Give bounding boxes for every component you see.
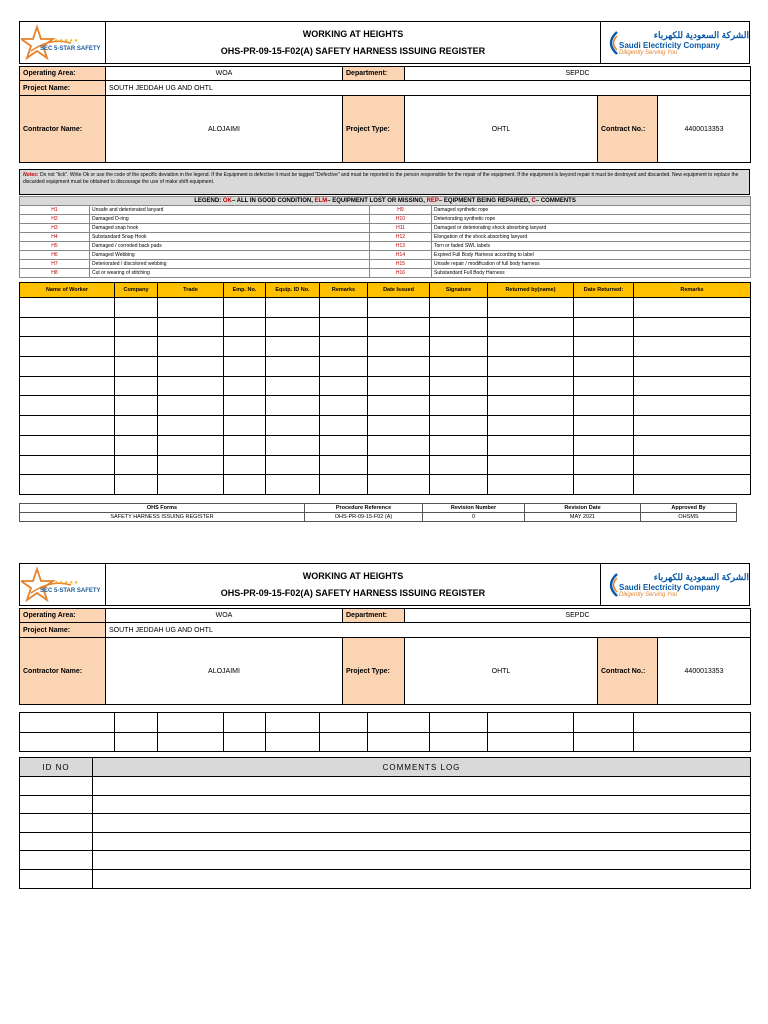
legend-description: Substandard Snap Hook	[90, 233, 370, 242]
legend-row	[20, 224, 751, 233]
register-row	[20, 376, 751, 396]
register-column-header: Signature	[430, 283, 488, 298]
blank-entry-cell[interactable]	[320, 475, 368, 495]
blank-entry-cell[interactable]	[158, 475, 224, 495]
register-row	[20, 732, 751, 752]
blank-entry-cell[interactable]	[574, 475, 634, 495]
legend-row	[20, 251, 751, 260]
blank-entry-cell[interactable]	[574, 337, 634, 357]
legend-description: Deteriorated / discolored webbing	[90, 260, 370, 269]
saudi-electricity-logo: الشركة السعودية للكهرباء Saudi Electricity Company Diligently Serving You	[601, 22, 749, 63]
contract-no-value: 4400013353	[658, 96, 751, 163]
blank-entry-cell[interactable]	[368, 376, 430, 396]
blank-entry-cell[interactable]	[20, 851, 93, 870]
blank-entry-cell[interactable]	[634, 713, 751, 733]
blank-entry-cell[interactable]	[224, 416, 266, 436]
register-row	[20, 357, 751, 377]
blank-entry-cell[interactable]	[266, 357, 320, 377]
legend-description: Unsafe and deteriorated lanyard	[90, 206, 370, 215]
blank-entry-cell[interactable]	[320, 357, 368, 377]
notes-label: Notes:	[23, 172, 39, 178]
blank-entry-cell[interactable]	[368, 357, 430, 377]
blank-entry-cell[interactable]	[158, 713, 224, 733]
blank-entry-cell[interactable]	[488, 713, 574, 733]
blank-entry-cell[interactable]	[20, 795, 93, 814]
sec-arc-icon	[605, 30, 619, 56]
blank-entry-cell[interactable]	[115, 396, 158, 416]
blank-entry-cell[interactable]	[115, 455, 158, 475]
contractor-name-label: Contractor Name:	[20, 96, 106, 163]
register-row	[20, 396, 751, 416]
legend-description: Damaged synthetic rope	[432, 206, 751, 215]
blank-entry-cell[interactable]	[266, 435, 320, 455]
blank-entry-cell[interactable]	[368, 396, 430, 416]
blank-entry-cell[interactable]	[224, 435, 266, 455]
comments-log-row	[20, 795, 751, 814]
footer-header: Approved By	[641, 504, 737, 513]
project-name-value: SOUTH JEDDAH UG AND OHTL	[106, 81, 751, 96]
form-header	[19, 21, 750, 64]
blank-entry-cell[interactable]	[574, 357, 634, 377]
blank-entry-cell[interactable]	[20, 869, 93, 888]
blank-entry-cell[interactable]	[634, 732, 751, 752]
blank-entry-cell[interactable]	[368, 317, 430, 337]
blank-entry-cell[interactable]	[224, 357, 266, 377]
footer-value: OHS-PR-09-15-F02 (A)	[305, 513, 423, 522]
legend-code: H6	[20, 251, 90, 260]
blank-entry-cell[interactable]	[266, 416, 320, 436]
blank-entry-cell[interactable]	[93, 851, 751, 870]
legend-description: Torn or faded SWL labels	[432, 242, 751, 251]
legend-code: H3	[20, 224, 90, 233]
blank-entry-cell[interactable]	[430, 357, 488, 377]
legend-row	[20, 206, 751, 215]
sec-5-star-safety-logo: ★★★★★ SEC 5-STAR SAFETY	[20, 564, 106, 605]
saudi-electricity-logo: الشركة السعودية للكهرباء Saudi Electricity Company Diligently Serving You	[601, 564, 749, 605]
blank-entry-cell[interactable]	[224, 396, 266, 416]
blank-entry-cell[interactable]	[115, 376, 158, 396]
register-column-header: Date Issued	[368, 283, 430, 298]
blank-entry-cell[interactable]	[574, 455, 634, 475]
blank-entry-cell[interactable]	[115, 713, 158, 733]
blank-entry-cell[interactable]	[488, 337, 574, 357]
register-row	[20, 475, 751, 495]
blank-entry-cell[interactable]	[488, 475, 574, 495]
operating-area-value: WOA	[106, 609, 343, 623]
operating-area-value: WOA	[106, 67, 343, 81]
blank-entry-cell[interactable]	[574, 376, 634, 396]
blank-entry-cell[interactable]	[368, 435, 430, 455]
blank-entry-cell[interactable]	[158, 337, 224, 357]
blank-entry-cell[interactable]	[368, 337, 430, 357]
register-column-header: Trade	[158, 283, 224, 298]
footer-value: OHSMS	[641, 513, 737, 522]
legend-description: Damaged or deteriorating shock absorbing lanyard	[432, 224, 751, 233]
operating-area-label: Operating Area:	[20, 609, 106, 623]
project-name-label: Project Name:	[20, 81, 106, 96]
department-label: Department:	[343, 67, 405, 81]
blank-entry-cell[interactable]	[115, 337, 158, 357]
comments-log-row	[20, 832, 751, 851]
blank-entry-cell[interactable]	[266, 732, 320, 752]
blank-entry-cell[interactable]	[430, 396, 488, 416]
blank-entry-cell[interactable]	[634, 435, 751, 455]
project-type-label: Project Type:	[343, 96, 405, 163]
operating-area-label: Operating Area:	[20, 67, 106, 81]
blank-entry-cell[interactable]	[488, 435, 574, 455]
blank-entry-cell[interactable]	[158, 357, 224, 377]
blank-entry-cell[interactable]	[634, 416, 751, 436]
project-info-table-page-2	[19, 608, 751, 705]
blank-entry-cell[interactable]	[320, 455, 368, 475]
blank-entry-cell[interactable]	[574, 396, 634, 416]
form-title	[106, 22, 601, 63]
footer-value: MAY 2021	[525, 513, 641, 522]
footer-value: 0	[423, 513, 525, 522]
form-title	[106, 564, 601, 605]
harness-register-table	[19, 282, 751, 495]
blank-entry-cell[interactable]	[368, 475, 430, 495]
blank-entry-cell[interactable]	[488, 376, 574, 396]
blank-entry-cell[interactable]	[634, 298, 751, 318]
legend-description: Deteriorating synthetic rope	[432, 215, 751, 224]
blank-entry-cell[interactable]	[224, 317, 266, 337]
register-column-header: Returned by(name)	[488, 283, 574, 298]
legend-code: H12	[370, 233, 432, 242]
blank-entry-cell[interactable]	[20, 713, 115, 733]
register-column-header: Name of Worker	[20, 283, 115, 298]
blank-entry-cell[interactable]	[430, 475, 488, 495]
department-value: SEPDC	[405, 67, 751, 81]
project-type-label: Project Type:	[343, 638, 405, 705]
blank-entry-cell[interactable]	[266, 337, 320, 357]
register-column-header: Remarks	[320, 283, 368, 298]
register-row	[20, 416, 751, 436]
legend-description: Damaged Webbing	[90, 251, 370, 260]
blank-entry-cell[interactable]	[574, 317, 634, 337]
legend-code: H11	[370, 224, 432, 233]
blank-entry-cell[interactable]	[368, 713, 430, 733]
comments-log-row	[20, 851, 751, 870]
form-header-page-2	[19, 563, 750, 606]
blank-entry-cell[interactable]	[224, 732, 266, 752]
blank-entry-cell[interactable]	[93, 777, 751, 796]
department-label: Department:	[343, 609, 405, 623]
blank-entry-cell[interactable]	[430, 732, 488, 752]
register-column-header: Equip. ID No.	[266, 283, 320, 298]
blank-entry-cell[interactable]	[20, 357, 115, 377]
sec-arc-icon	[605, 572, 619, 598]
blank-entry-cell[interactable]	[266, 298, 320, 318]
blank-entry-cell[interactable]	[574, 416, 634, 436]
blank-entry-cell[interactable]	[20, 475, 115, 495]
blank-entry-cell[interactable]	[224, 337, 266, 357]
comments-log-row	[20, 777, 751, 796]
title-line-1: WORKING AT HEIGHTS	[302, 28, 404, 39]
blank-entry-cell[interactable]	[115, 475, 158, 495]
blank-entry-cell[interactable]	[158, 435, 224, 455]
blank-entry-cell[interactable]	[368, 732, 430, 752]
id-no-header: ID NO	[20, 758, 93, 777]
legend-code: H1	[20, 206, 90, 215]
blank-entry-cell[interactable]	[488, 416, 574, 436]
blank-entry-cell[interactable]	[488, 317, 574, 337]
footer-header: Revision Number	[423, 504, 525, 513]
blank-entry-cell[interactable]	[115, 298, 158, 318]
notes-text: Do not "tick". Write Ok or use the code of the specific deviation in the legend. If the Equipment is defective it must be tagged "Defective" and must be reported to the person responsible for the repair of the equipment. If the equipment is beyond repair it must be destroyed and discarded. New equipment to replace the discarded equipment must be obtained to discourage the use of make shift equipment.	[23, 172, 739, 185]
contractor-name-value: ALOJAIMI	[106, 638, 343, 705]
blank-entry-cell[interactable]	[266, 396, 320, 416]
blank-entry-cell[interactable]	[266, 713, 320, 733]
blank-entry-cell[interactable]	[20, 317, 115, 337]
blank-entry-cell[interactable]	[368, 455, 430, 475]
register-column-header: Date Returned:	[574, 283, 634, 298]
legend-code: H10	[370, 215, 432, 224]
blank-entry-cell[interactable]	[320, 376, 368, 396]
legend-table	[19, 196, 751, 278]
legend-description: Damaged D-ring	[90, 215, 370, 224]
footer-value: SAFETY HARNESS ISSUING REGISTER	[20, 513, 305, 522]
blank-entry-cell[interactable]	[115, 357, 158, 377]
blank-entry-cell[interactable]	[574, 713, 634, 733]
project-type-value: OHTL	[405, 638, 598, 705]
legend-code: H8	[20, 269, 90, 278]
blank-entry-cell[interactable]	[320, 713, 368, 733]
blank-entry-cell[interactable]	[266, 376, 320, 396]
blank-entry-cell[interactable]	[320, 317, 368, 337]
blank-entry-cell[interactable]	[430, 435, 488, 455]
legend-row	[20, 215, 751, 224]
legend-code: H2	[20, 215, 90, 224]
blank-entry-cell[interactable]	[634, 357, 751, 377]
blank-entry-cell[interactable]	[224, 298, 266, 318]
department-value: SEPDC	[405, 609, 751, 623]
register-column-header: Remarks	[634, 283, 751, 298]
blank-entry-cell[interactable]	[430, 337, 488, 357]
project-name-label: Project Name:	[20, 623, 106, 638]
blank-entry-cell[interactable]	[224, 475, 266, 495]
blank-entry-cell[interactable]	[488, 298, 574, 318]
legend-description: Expired Full Body Harness according to label	[432, 251, 751, 260]
blank-entry-cell[interactable]	[20, 416, 115, 436]
register-row	[20, 713, 751, 733]
blank-entry-cell[interactable]	[634, 337, 751, 357]
blank-entry-cell[interactable]	[158, 732, 224, 752]
blank-entry-cell[interactable]	[634, 455, 751, 475]
contractor-name-label: Contractor Name:	[20, 638, 106, 705]
blank-entry-cell[interactable]	[368, 416, 430, 436]
blank-entry-cell[interactable]	[158, 416, 224, 436]
blank-entry-cell[interactable]	[20, 732, 115, 752]
blank-entry-cell[interactable]	[266, 317, 320, 337]
legend-row	[20, 233, 751, 242]
legend-description: Damaged / corroded back pads	[90, 242, 370, 251]
blank-entry-cell[interactable]	[158, 317, 224, 337]
blank-entry-cell[interactable]	[115, 435, 158, 455]
blank-entry-cell[interactable]	[20, 298, 115, 318]
legend-code: H9	[370, 206, 432, 215]
comments-log-table	[19, 757, 751, 889]
legend-code: H13	[370, 242, 432, 251]
blank-entry-cell[interactable]	[634, 317, 751, 337]
blank-entry-cell[interactable]	[634, 475, 751, 495]
blank-entry-cell[interactable]	[93, 814, 751, 833]
blank-entry-cell[interactable]	[20, 337, 115, 357]
blank-entry-cell[interactable]	[93, 869, 751, 888]
register-row	[20, 337, 751, 357]
sec-5-star-safety-logo: ★★★★★ SEC 5-STAR SAFETY	[20, 22, 106, 63]
comments-log-header: COMMENTS LOG	[93, 758, 751, 777]
blank-entry-cell[interactable]	[266, 475, 320, 495]
comments-log-row	[20, 814, 751, 833]
blank-entry-cell[interactable]	[20, 455, 115, 475]
blank-entry-cell[interactable]	[488, 732, 574, 752]
legend-row	[20, 242, 751, 251]
blank-entry-cell[interactable]	[320, 337, 368, 357]
form-footer-table	[19, 503, 737, 522]
blank-entry-cell[interactable]	[430, 317, 488, 337]
legend-code: H15	[370, 260, 432, 269]
blank-entry-cell[interactable]	[158, 376, 224, 396]
blank-entry-cell[interactable]	[93, 795, 751, 814]
footer-header: OHS Forms	[20, 504, 305, 513]
notes-box	[19, 169, 750, 195]
legend-code: H14	[370, 251, 432, 260]
legend-description: Unsafe repair / modification of full body harness	[432, 260, 751, 269]
blank-entry-cell[interactable]	[488, 357, 574, 377]
blank-entry-cell[interactable]	[224, 713, 266, 733]
legend-header: LEGEND: OK– ALL IN GOOD CONDITION, ELM– EQUIPMENT LOST OR MISSING, REP– EQIPMENT BEING REPAIRED, C– COMMENTS	[20, 197, 751, 206]
register-column-header: Company	[115, 283, 158, 298]
blank-entry-cell[interactable]	[115, 732, 158, 752]
register-row	[20, 298, 751, 318]
blank-entry-cell[interactable]	[20, 376, 115, 396]
blank-entry-cell[interactable]	[574, 435, 634, 455]
blank-entry-cell[interactable]	[574, 732, 634, 752]
legend-code: H16	[370, 269, 432, 278]
blank-entry-cell[interactable]	[430, 713, 488, 733]
blank-entry-cell[interactable]	[574, 298, 634, 318]
blank-entry-cell[interactable]	[20, 832, 93, 851]
register-row	[20, 435, 751, 455]
title-line-2: OHS-PR-09-15-F02(A) SAFETY HARNESS ISSUING REGISTER	[220, 45, 486, 56]
blank-entry-cell[interactable]	[115, 317, 158, 337]
project-type-value: OHTL	[405, 96, 598, 163]
blank-entry-cell[interactable]	[320, 732, 368, 752]
blank-entry-cell[interactable]	[430, 455, 488, 475]
blank-entry-cell[interactable]	[93, 832, 751, 851]
blank-entry-cell[interactable]	[430, 376, 488, 396]
title-line-1: WORKING AT HEIGHTS	[302, 570, 404, 581]
blank-entry-cell[interactable]	[320, 435, 368, 455]
legend-row	[20, 269, 751, 278]
contract-no-label: Contract No.:	[598, 96, 658, 163]
contractor-name-value: ALOJAIMI	[106, 96, 343, 163]
register-column-header: Emp. No.	[224, 283, 266, 298]
blank-entry-cell[interactable]	[430, 298, 488, 318]
legend-description: Damaged snap hook	[90, 224, 370, 233]
register-row	[20, 317, 751, 337]
contract-no-label: Contract No.:	[598, 638, 658, 705]
contract-no-value: 4400013353	[658, 638, 751, 705]
blank-entry-cell[interactable]	[158, 298, 224, 318]
blank-entry-cell[interactable]	[115, 416, 158, 436]
blank-entry-cell[interactable]	[634, 376, 751, 396]
harness-register-continued-table	[19, 712, 751, 752]
legend-description: Substandard Full Body Harness	[432, 269, 751, 278]
register-row	[20, 455, 751, 475]
blank-entry-cell[interactable]	[488, 455, 574, 475]
footer-header: Revision Date	[525, 504, 641, 513]
project-info-table	[19, 66, 751, 163]
blank-entry-cell[interactable]	[158, 396, 224, 416]
footer-header: Procedure Reference	[305, 504, 423, 513]
legend-code: H5	[20, 242, 90, 251]
legend-code: H4	[20, 233, 90, 242]
blank-entry-cell[interactable]	[320, 396, 368, 416]
comments-log-row	[20, 869, 751, 888]
title-line-2: OHS-PR-09-15-F02(A) SAFETY HARNESS ISSUING REGISTER	[220, 587, 486, 598]
project-name-value: SOUTH JEDDAH UG AND OHTL	[106, 623, 751, 638]
legend-row	[20, 260, 751, 269]
legend-description: Elongation of the shock absorbing lanyard	[432, 233, 751, 242]
blank-entry-cell[interactable]	[634, 396, 751, 416]
blank-entry-cell[interactable]	[488, 396, 574, 416]
blank-entry-cell[interactable]	[266, 455, 320, 475]
blank-entry-cell[interactable]	[430, 416, 488, 436]
blank-entry-cell[interactable]	[20, 814, 93, 833]
blank-entry-cell[interactable]	[20, 777, 93, 796]
blank-entry-cell[interactable]	[20, 396, 115, 416]
blank-entry-cell[interactable]	[158, 455, 224, 475]
blank-entry-cell[interactable]	[320, 416, 368, 436]
blank-entry-cell[interactable]	[224, 455, 266, 475]
blank-entry-cell[interactable]	[20, 435, 115, 455]
legend-code: H7	[20, 260, 90, 269]
blank-entry-cell[interactable]	[368, 298, 430, 318]
blank-entry-cell[interactable]	[224, 376, 266, 396]
blank-entry-cell[interactable]	[320, 298, 368, 318]
legend-description: Cut or wearing of stitching	[90, 269, 370, 278]
